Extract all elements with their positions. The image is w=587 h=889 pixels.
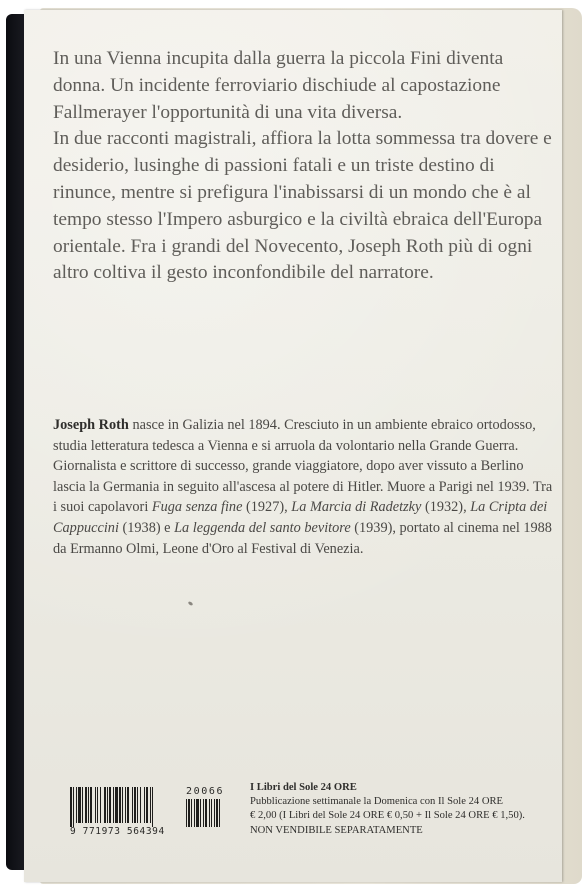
author-bio <box>53 415 553 559</box>
bio-text-4: (1938) e <box>118 519 175 536</box>
blurb-paragraph-2: In due racconti magistrali, affiora la lotta sommessa tra dovere e desiderio, lusinghe di passioni fatali e un triste destino di rinunce, mentre si prefigura l'inabissarsi di un mondo che è al tempo stesso l'Impero asburgico e la civiltà ebraica dell'Europa orientale. Fra i grandi del Novecento, Joseph Roth più di ogni altro coltiva il gesto inconfondibile del narratore. <box>53 128 552 284</box>
publisher-line-2: € 2,00 (I Libri del Sole 24 ORE € 0,50 + Il Sole 24 ORE € 1,50). <box>250 810 525 822</box>
bio-title-1: Fuga senza fine <box>151 499 243 516</box>
publisher-line-3: NON VENDIBILE SEPARATAMENTE <box>250 824 423 836</box>
barcode-addon-bar <box>186 799 187 827</box>
barcode-addon-bar <box>216 799 218 827</box>
barcode-bar <box>134 787 136 823</box>
barcode-addon-bar <box>214 799 215 827</box>
barcode-bar <box>140 787 141 823</box>
bio-text-3: (1932), <box>421 499 471 516</box>
barcode-addon-bar <box>203 799 204 827</box>
bio-text-1: nasce in Galizia nel 1894. Cresciuto in un ambiente ebraico ortodosso, studia letteratura tedesca a Vienna e si arruola da volontario nella Grande Guerra. Giornalista e scrittore di successo, grande viaggiatore, dopo aver vissuto a Berlino lascia la Germania in seguito all'ascesa al potere di Hitler. Muore a Parigi nel 1939. Tra i suoi capolavori <box>53 417 553 516</box>
barcode-addon-bar <box>219 799 220 827</box>
barcode-bar <box>127 787 129 823</box>
barcode-bar <box>73 787 74 827</box>
barcode-bar <box>85 787 87 823</box>
bio-title-4: La leggenda del santo bevitore <box>174 519 351 536</box>
barcode-bar <box>107 787 108 823</box>
bio-text-2: (1927), <box>242 499 292 516</box>
barcode-addon-bar <box>200 799 201 827</box>
barcode-bar <box>100 787 101 823</box>
publisher-line-1: Pubblicazione settimanale la Domenica con Il Sole 24 ORE <box>250 796 504 808</box>
author-name: Joseph Roth <box>53 417 129 433</box>
publisher-info <box>250 781 560 838</box>
bio-title-2: La Marcia di Radetzky <box>291 499 422 516</box>
blurb-paragraph-1: In una Vienna incupita dalla guerra la piccola Fini diventa donna. Un incidente ferroviario dischiude al capostazione Fallmerayer l'opportunità di una vita diversa. <box>53 48 504 123</box>
barcode-bar <box>146 787 148 823</box>
barcode-addon-number: 20066 <box>186 786 225 797</box>
bio-text-5: (1939), portato al cinema nel 1988 da Ermanno Olmi, Leone d'Oro al Festival di Venezia. <box>53 519 552 557</box>
barcode-bar <box>113 787 114 823</box>
barcode-addon-bar <box>194 799 195 827</box>
barcode-addon-bar <box>211 799 212 827</box>
barcode-addon-bar <box>191 799 192 827</box>
barcode-bar <box>95 787 96 823</box>
barcode-bar <box>78 787 81 823</box>
barcode-bar <box>132 787 133 823</box>
barcode-bar <box>104 787 106 823</box>
barcode-bar <box>150 787 151 823</box>
barcode-bar <box>152 787 153 827</box>
barcode-bar <box>109 787 111 823</box>
cover-blurb <box>53 46 553 287</box>
barcode-bar <box>76 787 77 823</box>
barcode-bar <box>70 787 72 827</box>
barcode-bar <box>90 787 92 823</box>
barcode-bar <box>137 787 138 823</box>
barcode-addon-bar <box>205 799 207 827</box>
bio-title-3: La Cripta dei Cappuccini <box>53 499 548 536</box>
barcode-number: 9 771973 564394 <box>70 826 165 837</box>
barcode-bar <box>82 787 83 823</box>
barcode-addon-bar <box>196 799 199 827</box>
barcode-bar <box>97 787 98 823</box>
barcode-bar <box>88 787 89 823</box>
barcode-addon-bar <box>209 799 210 827</box>
barcode-bar <box>119 787 121 823</box>
barcode-bar <box>122 787 123 823</box>
publisher-title: I Libri del Sole 24 ORE <box>250 782 357 793</box>
barcode-bar <box>144 787 145 823</box>
barcode-addon-bar <box>188 799 190 827</box>
barcode-bar <box>125 787 126 823</box>
barcode-bar <box>115 787 118 823</box>
